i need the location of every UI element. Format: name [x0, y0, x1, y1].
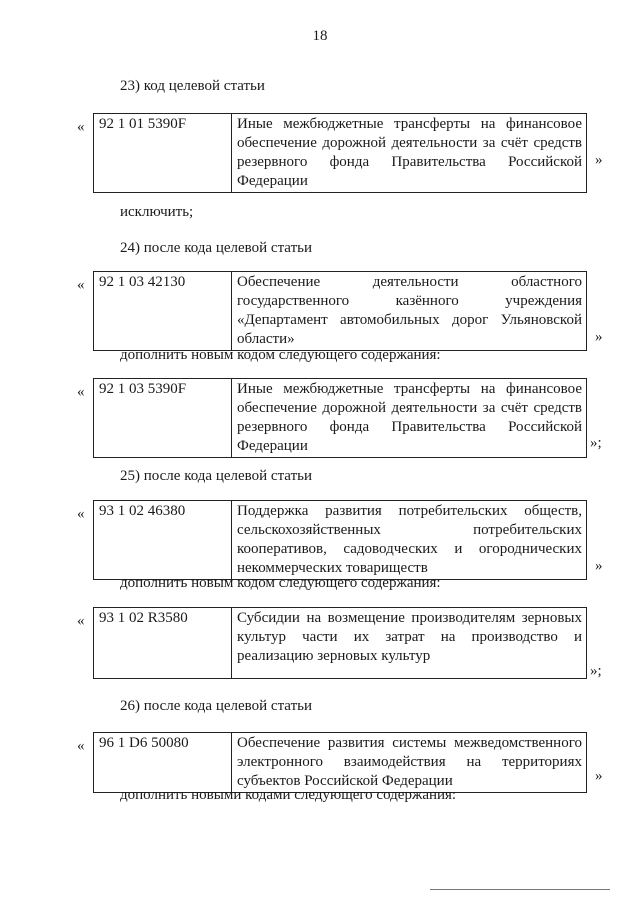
table-row — [94, 733, 587, 793]
page-number: 18 — [312, 28, 328, 44]
table-row — [94, 379, 587, 458]
new-target-code: 93 1 02 R3580 — [94, 608, 232, 679]
section-23-action: исключить; — [120, 204, 194, 220]
section-26-action: дополнить новыми кодами следующего содержания: — [120, 787, 457, 803]
section-24-heading: 24) после кода целевой статьи — [120, 240, 313, 256]
quote-open: « — [77, 384, 85, 400]
section-26-heading: 26) после кода целевой статьи — [120, 698, 313, 714]
target-code: 92 1 03 42130 — [94, 272, 232, 351]
quote-open: « — [77, 506, 85, 522]
code-table-25-new — [93, 607, 587, 679]
table-row — [94, 272, 587, 351]
new-target-description: Субсидии на возмещение производителям зерновых культур части их затрат на производство и реализацию зерновых культур — [232, 608, 587, 679]
table-row — [94, 608, 587, 679]
table-row — [94, 501, 587, 580]
code-table-26 — [93, 732, 587, 793]
section-25-action: дополнить новым кодом следующего содержания: — [120, 575, 441, 591]
quote-open: « — [77, 613, 85, 629]
section-24-action: дополнить новым кодом следующего содержания: — [120, 347, 441, 363]
quote-close: » — [595, 329, 603, 345]
footer-rule — [430, 889, 610, 890]
code-table-24-new — [93, 378, 587, 458]
target-description: Обеспечение деятельности областного государственного казённого учреждения «Департамент автомобильных дорог Ульяновской области» — [232, 272, 587, 351]
new-target-code: 92 1 03 5390F — [94, 379, 232, 458]
quote-open: « — [77, 738, 85, 754]
code-table-23 — [93, 113, 587, 193]
code-table-25 — [93, 500, 587, 580]
target-code: 96 1 D6 50080 — [94, 733, 232, 793]
code-table-24 — [93, 271, 587, 351]
quote-close-semicolon: »; — [590, 435, 602, 451]
target-code: 92 1 01 5390F — [94, 114, 232, 193]
quote-close: » — [595, 768, 603, 784]
quote-close: » — [595, 152, 603, 168]
quote-open: « — [77, 277, 85, 293]
quote-open: « — [77, 119, 85, 135]
target-description: Поддержка развития потребительских обществ, сельскохозяйственных потребительских кооперативов, садоводческих и огороднических некоммерческих товариществ — [232, 501, 587, 580]
target-description: Обеспечение развития системы межведомственного электронного взаимодействия на территориях субъектов Российской Федерации — [232, 733, 587, 793]
section-23-heading: 23) код целевой статьи — [120, 78, 265, 94]
section-25-heading: 25) после кода целевой статьи — [120, 468, 313, 484]
table-row — [94, 114, 587, 193]
quote-close: » — [595, 558, 603, 574]
new-target-description: Иные межбюджетные трансферты на финансовое обеспечение дорожной деятельности за счёт средств резервного фонда Правительства Российской Федерации — [232, 379, 587, 458]
quote-close-semicolon: »; — [590, 663, 602, 679]
target-description: Иные межбюджетные трансферты на финансовое обеспечение дорожной деятельности за счёт средств резервного фонда Правительства Российской Федерации — [232, 114, 587, 193]
target-code: 93 1 02 46380 — [94, 501, 232, 580]
